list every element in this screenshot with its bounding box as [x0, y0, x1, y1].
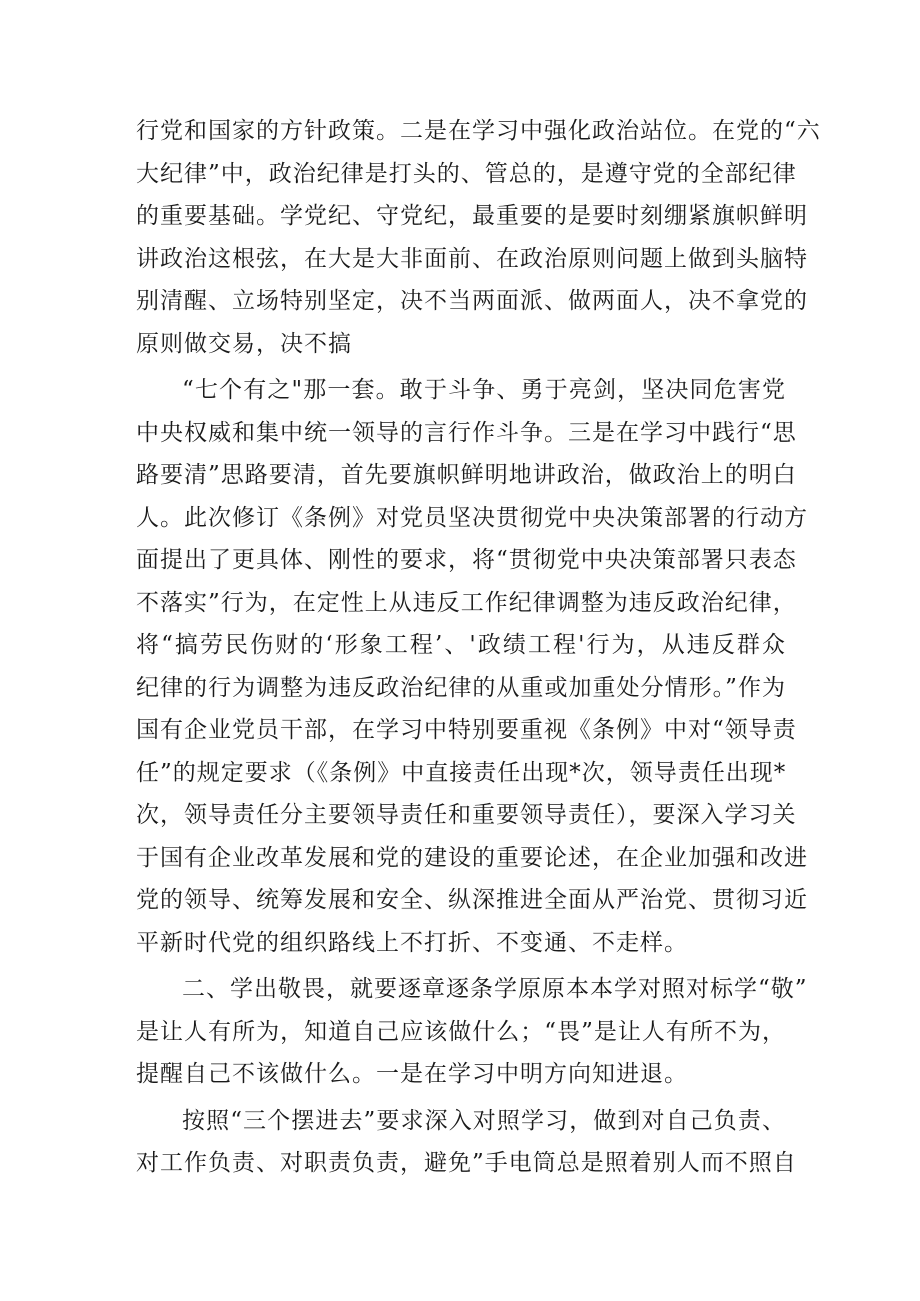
text-line: 按照“三个摆进去”要求深入对照学习，做到对自己负责、 [182, 1107, 786, 1134]
text-line: 路要清”思路要清，首先要旗帜鲜明地讲政治，做政治上的明白 [136, 462, 797, 488]
text-line: “七个有之"那一套。敢于斗争、勇于亮剑，坚决同危害党 [182, 377, 786, 403]
text-line: 次，领导责任分主要领导责任和重要领导责任），要深入学习关 [136, 802, 797, 828]
text-line: 对工作负责、对职责负责，避免”手电筒总是照着别人而不照自 [136, 1150, 797, 1176]
document-body [136, 110, 821, 1185]
text-line: 是让人有所为，知道自己应该做什么；“畏”是让人有所不为， [136, 1018, 786, 1045]
text-line: 提醒自己不该做什么。一是在学习中明方向知进退。 [136, 1061, 688, 1087]
text-line: 党的领导、统筹发展和安全、纵深推进全面从严治党、贯彻习近 [136, 887, 808, 913]
text-line: 平新时代党的组织路线上不打折、不变通、不走样。 [136, 929, 688, 956]
text-line: 的重要基础。学党纪、守党纪，最重要的是要时刻绷紧旗帜鲜明 [136, 203, 808, 229]
text-line: 中央权威和集中统一领导的言行作斗争。三是在学习中践行“思 [136, 419, 797, 446]
paragraph-p4 [136, 1100, 797, 1185]
text-line: 原则做交易，决不搞 [136, 330, 352, 357]
text-line: 大纪律”中，政治纪律是打头的、管总的，是遵守党的全部纪律 [136, 160, 797, 187]
text-line: 面提出了更具体、刚性的要求，将“贯彻党中央决策部署只表态 [136, 547, 797, 573]
text-line: 行党和国家的方针政策。二是在学习中强化政治站位。在党的“六 [136, 118, 821, 144]
paragraph-p2 [136, 369, 808, 964]
text-line: 将“搞劳民伤财的‘形象工程’、'政绩工程'行为，从违反群众 [136, 632, 786, 658]
text-line: 二、学出敬畏，就要逐章逐条学原原本本学对照对标学“敬” [182, 976, 808, 1002]
text-line: 讲政治这根弦，在大是大非面前、在政治原则问题上做到头脑特 [136, 245, 808, 272]
text-line: 国有企业党员干部，在学习中特别要重视《条例》中对“领导责 [136, 717, 797, 743]
text-line: 别清醒、立场特别坚定，决不当两面派、做两面人，决不拿党的 [136, 288, 808, 314]
text-line: 人。此次修订《条例》对党员坚决贯彻党中央决策部署的行动方 [136, 504, 808, 531]
paragraph-p1 [136, 110, 821, 365]
text-line: 纪律的行为调整为违反政治纪律的从重或加重处分情形。”作为 [136, 674, 786, 701]
text-line: 任”的规定要求（《条例》中直接责任出现*次，领导责任出现* [136, 759, 787, 786]
text-line: 不落实”行为，在定性上从违反工作纪律调整为违反政治纪律， [136, 589, 797, 616]
text-line: 于国有企业改革发展和党的建设的重要论述，在企业加强和改进 [136, 844, 808, 871]
paragraph-p3 [136, 968, 808, 1096]
